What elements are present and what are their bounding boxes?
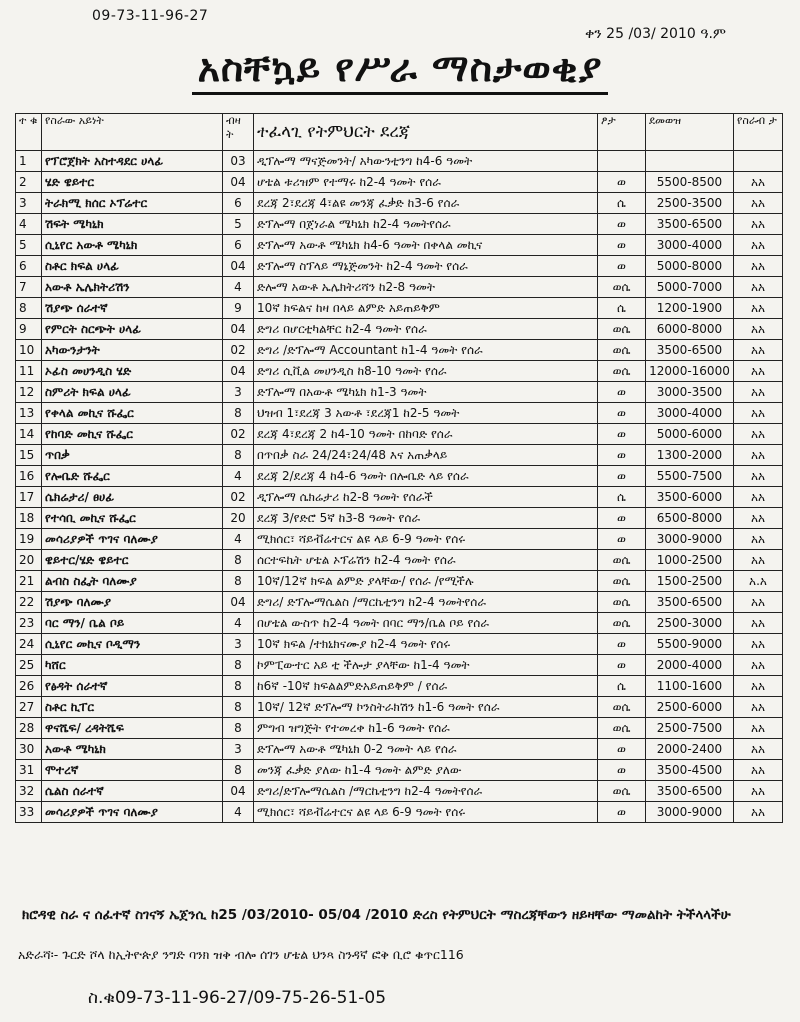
job-sex: ወ (598, 235, 646, 256)
job-sex: ወ (598, 802, 646, 823)
job-sex: ወ (598, 403, 646, 424)
job-salary: 3000-3500 (646, 382, 734, 403)
row-number: 17 (16, 487, 42, 508)
job-salary: 2500-7500 (646, 718, 734, 739)
job-salary: 3000-4000 (646, 403, 734, 424)
job-workplace: አአ (734, 382, 783, 403)
job-sex: ወሴ (598, 340, 646, 361)
job-workplace: አአ (734, 235, 783, 256)
job-sex: ወ (598, 739, 646, 760)
job-qualification: 10ኛ ክፍል /ተክኒክናሙያ ከ2-4 ዓመት የሰሩ (254, 634, 598, 655)
job-type: ካሸር (42, 655, 223, 676)
row-number: 16 (16, 466, 42, 487)
job-sex: ወሴ (598, 613, 646, 634)
table-row (16, 739, 783, 760)
job-workplace: አአ (734, 781, 783, 802)
job-type: ሽፍት ሜካኒክ (42, 214, 223, 235)
row-number: 1 (16, 151, 42, 172)
row-number: 7 (16, 277, 42, 298)
table-row (16, 571, 783, 592)
table-row (16, 529, 783, 550)
table-row (16, 193, 783, 214)
job-salary: 6000-8000 (646, 319, 734, 340)
job-salary: 1300-2000 (646, 445, 734, 466)
job-vacancy-table (15, 113, 783, 823)
job-type: የቀላል መኪና ሹፌር (42, 403, 223, 424)
job-quantity: 20 (223, 508, 254, 529)
job-workplace: አአ (734, 466, 783, 487)
table-row (16, 298, 783, 319)
job-quantity: 04 (223, 781, 254, 802)
job-sex: ወሴ (598, 361, 646, 382)
job-workplace: አአ (734, 424, 783, 445)
table-row (16, 592, 783, 613)
job-salary: 1500-2500 (646, 571, 734, 592)
job-quantity: 3 (223, 382, 254, 403)
job-qualification: ምግብ ዝግጅት የተመረቀ ከ1-6 ዓመት የሰራ (254, 718, 598, 739)
job-salary: 12000-16000 (646, 361, 734, 382)
job-sex: ሴ (598, 193, 646, 214)
job-qualification: ድፕሎማ በጀነራል ሜካኒክ ከ2-4 ዓመትየሰራ (254, 214, 598, 235)
job-qualification: ሰርተፍኬት ሆቴል ኦፕሬሽን ከ2-4 ዓመት የሰራ (254, 550, 598, 571)
job-workplace: አአ (734, 697, 783, 718)
table-row (16, 235, 783, 256)
job-type: ልብስ ስፌት ባለሙያ (42, 571, 223, 592)
table-row (16, 151, 783, 172)
job-workplace: አአ (734, 172, 783, 193)
job-salary: 2000-4000 (646, 655, 734, 676)
job-salary: 5500-8500 (646, 172, 734, 193)
job-quantity: 04 (223, 172, 254, 193)
job-quantity: 04 (223, 256, 254, 277)
job-qualification: ድፕሎማ ስፕላይ ማኔጅመንት ከ2-4 ዓመት የሰራ (254, 256, 598, 277)
row-number: 14 (16, 424, 42, 445)
job-sex: ወሴ (598, 571, 646, 592)
job-sex: ወ (598, 256, 646, 277)
job-type: የሎቤድ ሹፌር (42, 466, 223, 487)
job-qualification: ዲፕሎማ ሴክሬታሪ ከ2-8 ዓመት የሰራች (254, 487, 598, 508)
table-row (16, 676, 783, 697)
job-quantity: 4 (223, 802, 254, 823)
job-salary: 1100-1600 (646, 676, 734, 697)
header-no: ተ ቁ (16, 114, 42, 151)
table-row (16, 424, 783, 445)
table-row (16, 466, 783, 487)
job-type: ሲኒየር መኪና ቦዲማን (42, 634, 223, 655)
job-type: ስቶር ክፍል ሀላፊ (42, 256, 223, 277)
job-salary: 5000-6000 (646, 424, 734, 445)
job-qualification: ድሎማ አውቶ ኤሌክትሪሻን ከ2-8 ዓመት (254, 277, 598, 298)
table-row (16, 781, 783, 802)
job-quantity: 04 (223, 319, 254, 340)
job-salary: 3500-6500 (646, 340, 734, 361)
job-type: ሴክሬታሪ/ ፀሀፊ (42, 487, 223, 508)
job-salary: 3500-6500 (646, 592, 734, 613)
job-quantity: 9 (223, 298, 254, 319)
job-sex: ወ (598, 424, 646, 445)
job-type: ስቶር ኪፐር (42, 697, 223, 718)
job-workplace: አአ (734, 256, 783, 277)
table-row (16, 487, 783, 508)
job-salary: 5500-9000 (646, 634, 734, 655)
job-type: ሄድ ዌይተር (42, 172, 223, 193)
job-quantity: 3 (223, 634, 254, 655)
job-type: ሽያጭ ባለሙያ (42, 592, 223, 613)
job-salary: 3000-9000 (646, 802, 734, 823)
job-qualification: ድፕሎማ በአውቶ ሜካኒክ ከ1-3 ዓመት (254, 382, 598, 403)
table-row (16, 718, 783, 739)
job-salary: 2000-2400 (646, 739, 734, 760)
job-sex: ወሴ (598, 718, 646, 739)
job-qualification: ድግሪ/ ድፕሎማሴልስ /ማርኬቲንግ ከ2-4 ዓመትየሰራ (254, 592, 598, 613)
row-number: 22 (16, 592, 42, 613)
job-qualification: ዲፕሎማ ማናጅመንት/ አካውንቲንግ ከ4-6 ዓመት (254, 151, 598, 172)
job-workplace: አአ (734, 739, 783, 760)
job-sex: ወ (598, 382, 646, 403)
row-number: 24 (16, 634, 42, 655)
table-row (16, 403, 783, 424)
row-number: 10 (16, 340, 42, 361)
job-qualification: ድግሪ /ድፕሎማ Accountant ከ1-4 ዓመት የሰራ (254, 340, 598, 361)
job-quantity: 4 (223, 466, 254, 487)
table-row (16, 382, 783, 403)
row-number: 31 (16, 760, 42, 781)
job-qualification: ድግሪ ሲቪል መሀንዲስ ከ8-10 ዓመት የሰራ (254, 361, 598, 382)
table-row (16, 508, 783, 529)
job-quantity: 8 (223, 403, 254, 424)
job-qualification: ደረጃ 4፣ደረጃ 2 ከ4-10 ዓመት በከባድ የሰራ (254, 424, 598, 445)
job-qualification: ሚክሰር፣ ሻይቭሬተርና ልዩ ላይ 6-9 ዓመት የሰሩ (254, 802, 598, 823)
notice-date: ቀን 25 /03/ 2010 ዓ.ም (585, 26, 727, 42)
job-sex: ወ (598, 634, 646, 655)
job-sex (598, 151, 646, 172)
job-workplace: አአ (734, 298, 783, 319)
table-row (16, 634, 783, 655)
row-number: 23 (16, 613, 42, 634)
table-row (16, 319, 783, 340)
job-workplace: አአ (734, 529, 783, 550)
job-sex: ሴ (598, 298, 646, 319)
job-salary: 3500-6000 (646, 487, 734, 508)
job-sex: ወ (598, 466, 646, 487)
row-number: 8 (16, 298, 42, 319)
table-row (16, 361, 783, 382)
job-sex: ሴ (598, 487, 646, 508)
job-salary: 5000-7000 (646, 277, 734, 298)
job-workplace: አ.አ (734, 571, 783, 592)
table-body (16, 151, 783, 823)
job-sex: ወ (598, 214, 646, 235)
footer-phone: ስ.ቁ09-73-11-96-27/09-75-26-51-05 (88, 988, 387, 1008)
job-quantity: 8 (223, 718, 254, 739)
table-row (16, 655, 783, 676)
job-workplace: አአ (734, 592, 783, 613)
page-title-text: አስቸኳይ የሥራ ማስታወቂያ (192, 46, 609, 95)
table-row (16, 256, 783, 277)
job-type: ዋናሼፍ/ ረዳትሼፍ (42, 718, 223, 739)
job-qualification: ህዝብ 1፣ደረጃ 3 አውቶ ፣ደረጃ1 ከ2-5 ዓመት (254, 403, 598, 424)
job-sex: ወ (598, 760, 646, 781)
job-workplace: አአ (734, 487, 783, 508)
job-sex: ወ (598, 508, 646, 529)
job-type: የፅዳት ሰራተኛ (42, 676, 223, 697)
job-qualification: ደረጃ 3/የድሮ 5ኛ ከ3-8 ዓመት የሰራ (254, 508, 598, 529)
job-qualification: ድፕሎማ አውቶ ሜካኒክ 0-2 ዓመት ላይ የሰራ (254, 739, 598, 760)
job-salary: 6500-8000 (646, 508, 734, 529)
job-workplace (734, 151, 783, 172)
table-header-row (16, 114, 783, 151)
row-number: 12 (16, 382, 42, 403)
job-workplace: አአ (734, 655, 783, 676)
job-type: ዌይተር/ሄድ ዌይተር (42, 550, 223, 571)
job-qualification: 10ኛ ክፍልና ከዛ በላይ ልምድ አይጠይቅም (254, 298, 598, 319)
row-number: 11 (16, 361, 42, 382)
row-number: 9 (16, 319, 42, 340)
job-workplace: አአ (734, 760, 783, 781)
table-row (16, 613, 783, 634)
job-salary: 3500-4500 (646, 760, 734, 781)
job-quantity: 8 (223, 550, 254, 571)
row-number: 21 (16, 571, 42, 592)
job-salary: 3000-9000 (646, 529, 734, 550)
job-type: ሞተረኛ (42, 760, 223, 781)
job-sex: ወሴ (598, 277, 646, 298)
header-salary: ደመወዝ (646, 114, 734, 151)
row-number: 33 (16, 802, 42, 823)
job-salary: 2500-3500 (646, 193, 734, 214)
job-salary: 2500-6000 (646, 697, 734, 718)
job-workplace: አአ (734, 718, 783, 739)
job-type: ሽያጭ ሰራተኛ (42, 298, 223, 319)
job-qualification: መንጃ ፈቃድ ያለው ከ1-4 ዓመት ልምድ ያለው (254, 760, 598, 781)
job-type: ኦፊስ መሀንዲስ ሄድ (42, 361, 223, 382)
job-quantity: 02 (223, 487, 254, 508)
table-row (16, 445, 783, 466)
job-quantity: 4 (223, 613, 254, 634)
row-number: 3 (16, 193, 42, 214)
job-qualification: ድግሪ/ድፕሎማሴልስ /ማርኬቲንግ ከ2-4 ዓመትየሰራ (254, 781, 598, 802)
job-type: የከባድ መኪና ሹፌር (42, 424, 223, 445)
job-quantity: 04 (223, 361, 254, 382)
job-sex: ወሴ (598, 592, 646, 613)
job-workplace: አአ (734, 319, 783, 340)
job-type: ስምሪት ክፍል ሀላፊ (42, 382, 223, 403)
job-sex: ወ (598, 445, 646, 466)
job-quantity: 02 (223, 424, 254, 445)
job-workplace: አአ (734, 445, 783, 466)
row-number: 13 (16, 403, 42, 424)
row-number: 2 (16, 172, 42, 193)
job-qualification: ድግሪ በሆርቲካልቸር ከ2-4 ዓመት የሰራ (254, 319, 598, 340)
job-type: መሳሪያዎች ጥገና ባለሙያ (42, 529, 223, 550)
row-number: 25 (16, 655, 42, 676)
job-quantity: 4 (223, 529, 254, 550)
job-sex: ወ (598, 172, 646, 193)
header-quantity: ብዛ ት (223, 114, 254, 151)
header-sex: ፆታ (598, 114, 646, 151)
job-salary: 3500-6500 (646, 781, 734, 802)
job-workplace: አአ (734, 403, 783, 424)
job-quantity: 4 (223, 277, 254, 298)
row-number: 4 (16, 214, 42, 235)
row-number: 26 (16, 676, 42, 697)
table-row (16, 550, 783, 571)
job-sex: ሴ (598, 676, 646, 697)
table-row (16, 214, 783, 235)
job-type: ጥበቃ (42, 445, 223, 466)
table-row (16, 277, 783, 298)
top-phone-number: 09-73-11-96-27 (92, 8, 209, 24)
job-sex: ወሴ (598, 697, 646, 718)
job-sex: ወ (598, 655, 646, 676)
row-number: 15 (16, 445, 42, 466)
footer-address: አድራሻ፡- ጉርድ ሾላ ከኢትዮጵያ ንግድ ባንክ ዝቅ ብሎ ሰገን ሆቴል ህንጻ ስንዳኛ ፎቅ ቢሮ ቁጥር116 (18, 947, 464, 962)
job-quantity: 8 (223, 571, 254, 592)
job-quantity: 6 (223, 235, 254, 256)
row-number: 20 (16, 550, 42, 571)
job-qualification: ሆቴል ቱሪዝም የተማሩ ከ2-4 ዓመት የሰራ (254, 172, 598, 193)
table-row (16, 802, 783, 823)
row-number: 18 (16, 508, 42, 529)
header-qualification: ተፈላጊ የትምህርት ደረጃ (254, 114, 598, 151)
table-row (16, 697, 783, 718)
job-salary (646, 151, 734, 172)
job-type: ባር ማን/ ቤል ቦይ (42, 613, 223, 634)
job-quantity: 6 (223, 193, 254, 214)
job-qualification: በጥበቃ ስራ 24/24፣24/48 እና አጠቃላይ (254, 445, 598, 466)
job-qualification: 10ኛ/ 12ኛ ድፕሎማ ኮንስትራክሽን ከ1-6 ዓመት የሰራ (254, 697, 598, 718)
job-sex: ወሴ (598, 781, 646, 802)
job-type: አውቶ ኤሌክትሪሽን (42, 277, 223, 298)
job-qualification: ኮምፒውተር አይ ቲ ችሎታ ያላቸው ከ1-4 ዓመት (254, 655, 598, 676)
job-salary: 3000-4000 (646, 235, 734, 256)
job-sex: ወሴ (598, 319, 646, 340)
job-type: ሴልስ ሰራተኛ (42, 781, 223, 802)
row-number: 27 (16, 697, 42, 718)
job-qualification: 10ኛ/12ኛ ክፍል ልምድ ያላቸው/ የሰራ /የሚችሉ (254, 571, 598, 592)
job-quantity: 8 (223, 655, 254, 676)
job-quantity: 04 (223, 592, 254, 613)
footer-agency-note: ክሮዳዊ ስራ ና ሰፈተኛ ስገናኝ ኤጀንሲ ከ25 /03/2010- 05/04 /2010 ድረስ የትምህርት ማስረጃቸውን ዘይዛቸው ማመልከት ትችላላችሁ (22, 907, 731, 923)
job-type: መሳሪያዎች ጥገና ባለሙያ (42, 802, 223, 823)
job-type: አካውንታንት (42, 340, 223, 361)
job-salary: 5500-7500 (646, 466, 734, 487)
job-sex: ወሴ (598, 550, 646, 571)
job-qualification: ከ6ኛ -10ኛ ክፍልልምድአይጠይቅም / የሰራ (254, 676, 598, 697)
job-workplace: አአ (734, 802, 783, 823)
job-quantity: 8 (223, 697, 254, 718)
header-workplace: የስራብ ታ (734, 114, 783, 151)
job-qualification: በሆቴል ውስጥ ከ2-4 ዓመት በባር ማን/ቤል ቦይ የሰራ (254, 613, 598, 634)
header-job-type: የስራው አይነት (42, 114, 223, 151)
job-type: የተሳቢ መኪና ሹፌር (42, 508, 223, 529)
job-workplace: አአ (734, 634, 783, 655)
job-workplace: አአ (734, 277, 783, 298)
job-quantity: 5 (223, 214, 254, 235)
job-quantity: 3 (223, 739, 254, 760)
job-qualification: ደረጃ 2/ደረጃ 4 ከ4-6 ዓመት በሎቤድ ላይ የሰራ (254, 466, 598, 487)
job-qualification: ድፕሎማ አውቶ ሜካኒክ ከ4-6 ዓመት በቀላል መኪና (254, 235, 598, 256)
job-quantity: 02 (223, 340, 254, 361)
job-workplace: አአ (734, 676, 783, 697)
job-qualification: ሚክሰር፣ ሻይቭሬተርና ልዩ ላይ 6-9 ዓመት የሰሩ (254, 529, 598, 550)
job-sex: ወ (598, 529, 646, 550)
row-number: 30 (16, 739, 42, 760)
job-type: ሲኒየር አውቶ ሜካኒክ (42, 235, 223, 256)
table-row (16, 340, 783, 361)
job-salary: 1200-1900 (646, 298, 734, 319)
job-salary: 5000-8000 (646, 256, 734, 277)
job-workplace: አአ (734, 340, 783, 361)
row-number: 19 (16, 529, 42, 550)
job-quantity: 8 (223, 676, 254, 697)
row-number: 32 (16, 781, 42, 802)
job-type: የፕሮጀክት አስተዳደር ሀላፊ (42, 151, 223, 172)
job-workplace: አአ (734, 214, 783, 235)
table-row (16, 172, 783, 193)
row-number: 6 (16, 256, 42, 277)
table-row (16, 760, 783, 781)
job-workplace: አአ (734, 613, 783, 634)
job-quantity: 03 (223, 151, 254, 172)
job-salary: 3500-6500 (646, 214, 734, 235)
job-quantity: 8 (223, 760, 254, 781)
job-type: አውቶ ሜካኒክ (42, 739, 223, 760)
row-number: 28 (16, 718, 42, 739)
row-number: 5 (16, 235, 42, 256)
job-workplace: አአ (734, 550, 783, 571)
job-salary: 1000-2500 (646, 550, 734, 571)
job-workplace: አአ (734, 361, 783, 382)
job-type: የምርት ስርጭት ሀላፊ (42, 319, 223, 340)
job-workplace: አአ (734, 193, 783, 214)
job-quantity: 8 (223, 445, 254, 466)
page-title (0, 46, 800, 91)
job-salary: 2500-3000 (646, 613, 734, 634)
job-workplace: አአ (734, 508, 783, 529)
job-type: ትራክሚ ክሰር ኦፕሬተር (42, 193, 223, 214)
job-qualification: ደረጃ 2፣ደረጃ 4፣ልዩ መንጃ ፈቃድ ከ3-6 የሰራ (254, 193, 598, 214)
